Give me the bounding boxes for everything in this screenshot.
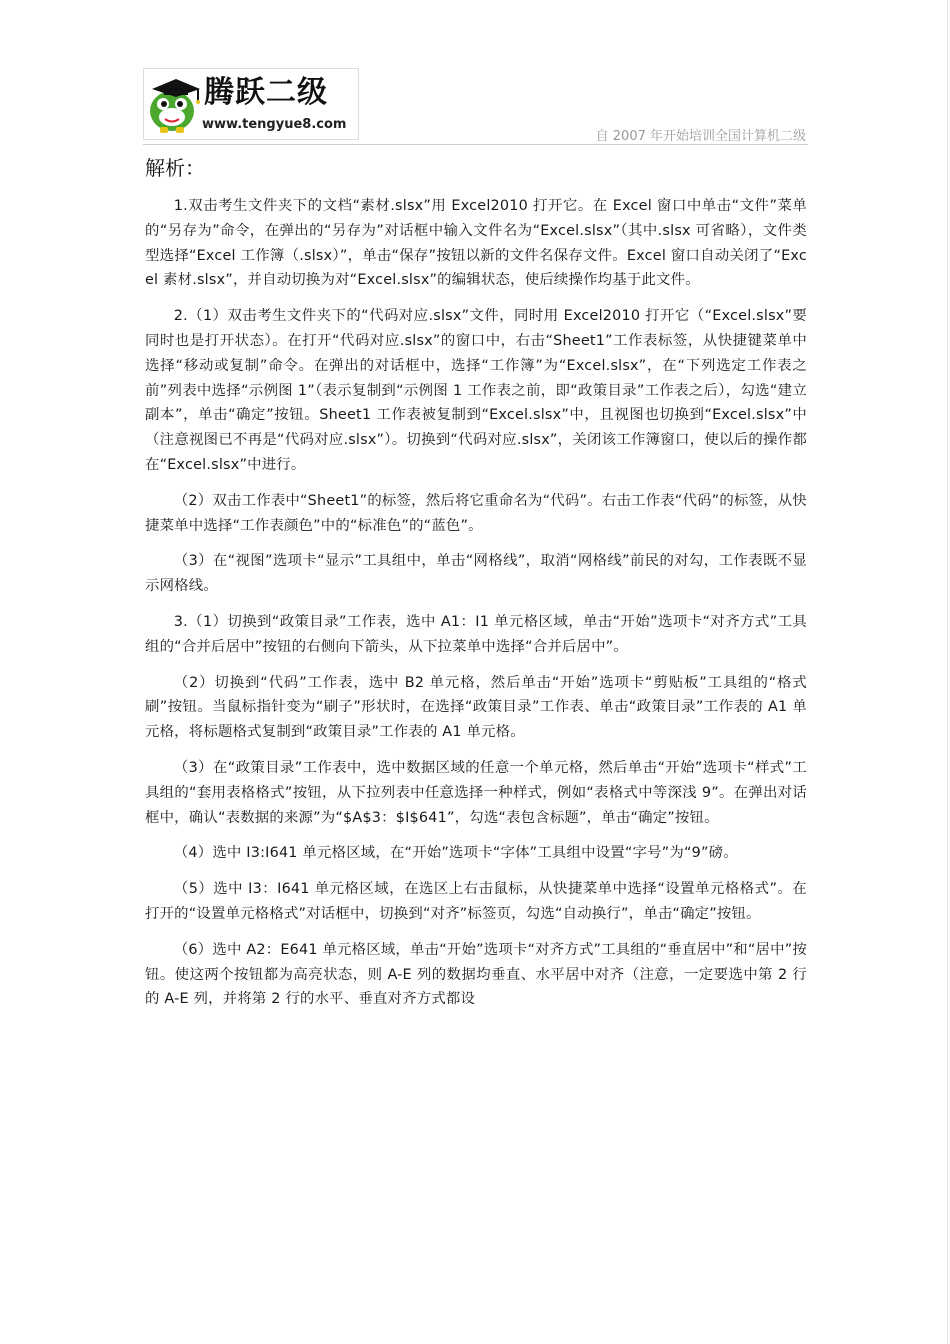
document-body [145, 152, 807, 1023]
page-edge [947, 0, 948, 1344]
paragraph-6: （2）切换到“代码”工作表，选中 B2 单元格，然后单击“开始”选项卡“剪贴板”工具组的“格式刷”按钮。当鼠标指针变为“刷子”形状时，在选择“政策目录”工作表、单击“政策目录”工作表的 A1 单元格，将标题格式复制到“政策目录”工作表的 A1 单元格。 [145, 674, 807, 741]
header-tagline: 自 2007 年开始培训全国计算机二级 [595, 129, 806, 144]
section-heading: 解析： [145, 156, 205, 180]
paragraph-3: （2）双击工作表中“Sheet1”的标签，然后将它重命名为“代码”。右击工作表“代码”的标签，从快捷菜单中选择“工作表颜色”中的“标准色”的“蓝色”。 [145, 492, 807, 534]
logo-text: 腾跃二级 [204, 75, 328, 110]
paragraph-8: （4）选中 I3:I641 单元格区域，在“开始”选项卡“字体”工具组中设置“字号”为“9”磅。 [173, 845, 738, 862]
paragraph-9: （5）选中 I3：I641 单元格区域，在选区上右击鼠标，从快捷菜单中选择“设置单元格格式”。在打开的“设置单元格格式”对话框中，切换到“对齐”标签页，勾选“自动换行”，单击“确定”按钮。 [145, 881, 807, 922]
logo-url: www.tengyue8.com [202, 117, 347, 132]
paragraph-1: 1.双击考生文件夹下的文档“素材.slsx”用 Excel2010 打开它。在 Excel 窗口中单击“文件”菜单的“另存为”命令，在弹出的“另存为”对话框中输入文件名为“Excel.slsx”（其中.slsx 可省略），文件类型选择“Excel 工作簿（.slsx）”，单击“保存”按钮以新的文件名保存文件。Excel 窗口自动关闭了“Excel 素材.slsx”，并自动切换为对“Excel.slsx”的编辑状态，使后续操作均基于此文件。 [145, 198, 807, 289]
mascot-icon [146, 71, 204, 137]
header-divider [143, 144, 808, 145]
paragraph-7: （3）在“政策目录”工作表中，选中数据区域的任意一个单元格，然后单击“开始”选项卡“样式”工具组的“套用表格格式”按钮，从下拉列表中任意选择一种样式，例如“表格式中等深浅 9”。在弹出对话框中，确认“表数据的来源”为“$A$3：$I$641”，勾选“表包含标题”，单击“确定”按钮。 [145, 759, 807, 826]
paragraph-5: 3.（1）切换到“政策目录”工作表，选中 A1：I1 单元格区域，单击“开始”选项卡“对齐方式”工具组的“合并后居中”按钮的右侧向下箭头，从下拉菜单中选择“合并后居中”。 [145, 613, 807, 655]
paragraph-10: （6）选中 A2：E641 单元格区域，单击“开始”选项卡“对齐方式”工具组的“垂直居中”和“居中”按钮。使这两个按钮都为高亮状态，则 A-E 列的数据均垂直、水平居中对齐（注意，一定要选中第 2 行的 A-E 列，并将第 2 行的水平、垂直对齐方式都设 [145, 941, 807, 1008]
logo [143, 68, 359, 140]
paragraph-2: 2.（1）双击考生文件夹下的“代码对应.slsx”文件，同时用 Excel2010 打开它（“Excel.slsx”要同时也是打开状态）。在打开“代码对应.slsx”的窗口中，右击“Sheet1”工作表标签，从快捷键菜单中选择“移动或复制”命令。在弹出的对话框中，选择“工作簿”为“Excel.slsx”，在“下列选定工作表之前”列表中选择“示例图 1”（表示复制到“示例图 1 工作表之前，即“政策目录”工作表之后），勾选“建立副本”，单击“确定”按钮。Sheet1 工作表被复制到“Excel.slsx”中，且视图也切换到“Excel.slsx”中（注意视图已不再是“代码对应.slsx”）。切换到“代码对应.slsx”，关闭该工作簿窗口，使以后的操作都在“Excel.slsx”中进行。 [145, 308, 807, 473]
paragraph-4: （3）在“视图”选项卡“显示”工具组中，单击“网格线”，取消“网格线”前民的对勾，工作表既不显示网格线。 [145, 553, 807, 595]
